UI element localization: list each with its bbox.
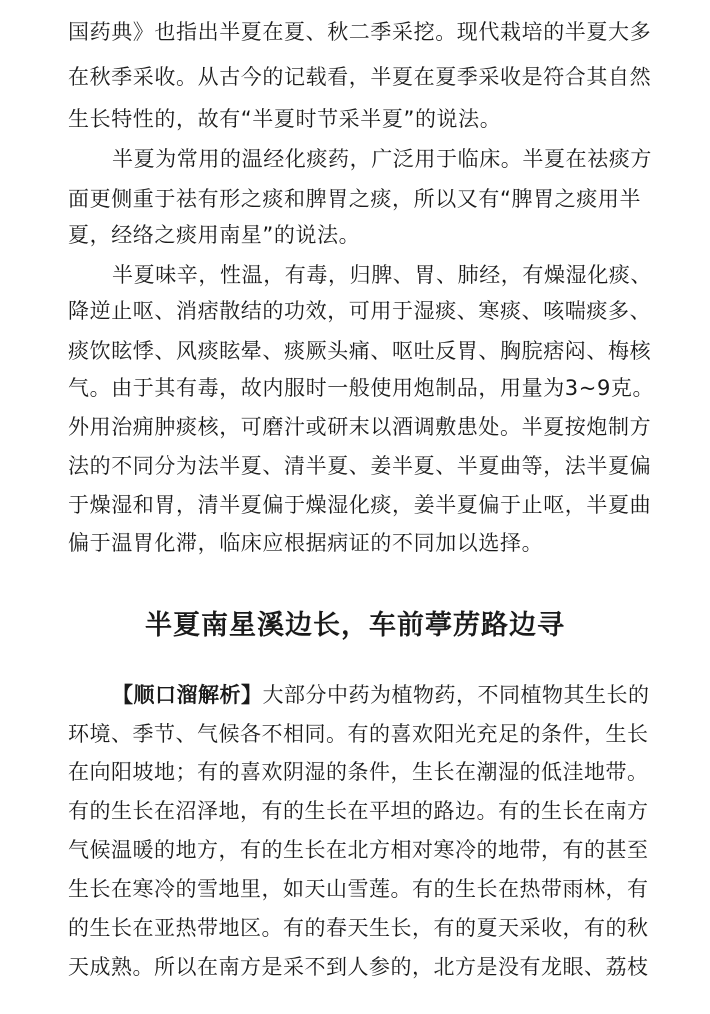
lower-text-line: 气候温暖的地方，有的生长在北方相对寒冷的地带，有的甚至 xyxy=(68,838,649,862)
upper-text-line: 于燥湿和胃，清半夏偏于燥湿化痰，姜半夏偏于止呕，半夏曲 xyxy=(68,493,652,517)
upper-text-line: 偏于温胃化滞，临床应根据病证的不同加以选择。 xyxy=(68,531,544,555)
upper-text-line-indented: 半夏为常用的温经化痰药，广泛用于临床。半夏在祛痰方 xyxy=(112,147,652,171)
upper-text-line: 面更侧重于祛有形之痰和脾胃之痰，所以又有“脾胃之痰用半 xyxy=(68,187,642,211)
lower-text-first-line-rest: 大部分中药为植物药，不同植物其生长的 xyxy=(262,683,650,707)
upper-text-line: 外用治痈肿痰核，可磨汁或研末以酒调敷患处。半夏按炮制方 xyxy=(68,415,652,439)
lower-text-line: 环境、季节、气候各不相同。有的喜欢阳光充足的条件，生长 xyxy=(68,722,649,746)
upper-text-line: 法的不同分为法半夏、清半夏、姜半夏、半夏曲等，法半夏偏 xyxy=(68,454,652,478)
lower-text-line: 在向阳坡地；有的喜欢阴湿的条件，生长在潮湿的低洼地带。 xyxy=(68,760,649,784)
upper-text-line: 生长特性的，故有“半夏时节采半夏”的说法。 xyxy=(68,107,502,131)
upper-text-line: 气。由于其有毒，故内服时一般使用炮制品，用量为3~9克。 xyxy=(68,376,655,400)
upper-text-line: 夏，经络之痰用南星”的说法。 xyxy=(68,223,361,247)
upper-text-line: 痰饮眩悸、风痰眩晕、痰厥头痛、呕吐反胃、胸脘痞闷、梅核 xyxy=(68,339,652,363)
lower-text-line: 有的生长在沼泽地，有的生长在平坦的路边。有的生长在南方 xyxy=(68,799,649,823)
lower-text-first-line xyxy=(112,680,668,710)
upper-text-line-indented: 半夏味辛，性温，有毒，归脾、胃、肺经，有燥湿化痰、 xyxy=(112,263,652,287)
upper-text-line: 国药典》也指出半夏在夏、秋二季采挖。现代栽培的半夏大多 xyxy=(68,20,652,44)
lower-text-line: 天成熟。所以在南方是采不到人参的，北方是没有龙眼、荔枝 xyxy=(68,955,649,979)
section-heading: 半夏南星溪边长，车前葶苈路边寻 xyxy=(145,610,565,641)
lower-text-line: 的生长在亚热带地区。有的春天生长，有的夏天采收，有的秋 xyxy=(68,916,649,940)
analysis-tag: 【顺口溜解析】 xyxy=(112,683,263,707)
lower-text-line: 生长在寒冷的雪地里，如天山雪莲。有的生长在热带雨林，有 xyxy=(68,877,649,901)
upper-text-line: 在秋季采收。从古今的记载看，半夏在夏季采收是符合其自然 xyxy=(68,65,652,89)
upper-text-line: 降逆止呕、消痞散结的功效，可用于湿痰、寒痰、咳喘痰多、 xyxy=(68,299,652,323)
